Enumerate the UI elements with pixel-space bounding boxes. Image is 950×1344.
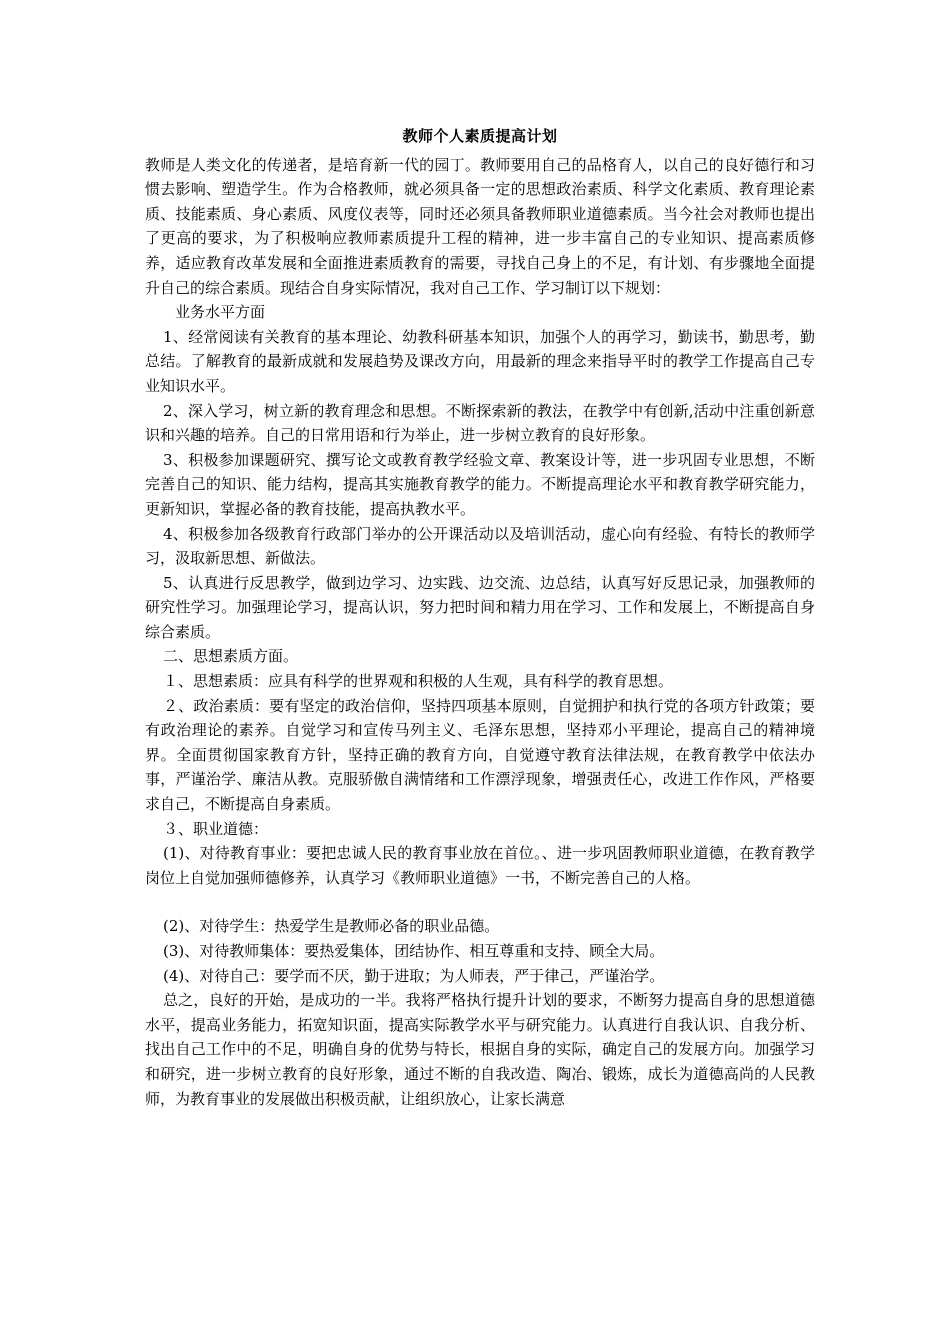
- section-heading-ideology: 二、思想素质方面。: [163, 647, 299, 666]
- intro-paragraph: 教师是人类文化的传递者，是培育新一代的园丁。教师要用自己的品格育人，以自己的良好德行和习惯去影响、塑造学生。作为合格教师，就必须具备一定的思想政治素质、科学文化素质、教育理论素质、技能素质、身心素质、风度仪表等，同时还必须具备教师职业道德素质。当今社会对教师也提出了更高的要求，为了积极响应教师素质提升工程的精神，进一步丰富自己的专业知识、提高素质修养，适应教育改革发展和全面推进素质教育的需要，寻找自己身上的不足，有计划、有步骤地全面提升自己的综合素质。现结合自身实际情况，我对自己工作、学习制订以下规划：: [145, 155, 815, 297]
- ideology-item-2: ２、政治素质：要有坚定的政治信仰，坚持四项基本原则，自觉拥护和执行党的各项方针政策；要有政治理论的素养。自觉学习和宣传马列主义、毛泽东思想，坚持邓小平理论，提高自己的精神境界。全面贯彻国家教育方针，坚持正确的教育方向，自觉遵守教育法律法规，在教育教学中依法办事，严谨治学、廉洁从教。克服骄傲自满情绪和工作漂浮现象，增强责任心，改进工作作风，严格要求自己，不断提高自身素质。: [145, 696, 815, 814]
- professional-item-3: 3、积极参加课题研究、撰写论文或教育教学经验文章、教案设计等，进一步巩固专业思想，不断完善自己的知识、能力结构，提高其实施教育教学的能力。不断提高理论水平和教育教学研究能力，更新知识，掌握必备的教育技能，提高执教水平。: [145, 450, 815, 518]
- blank-line: [145, 890, 815, 914]
- ethics-item-3: (3)、对待教师集体：要热爱集体，团结协作、相互尊重和支持、顾全大局。: [163, 942, 665, 960]
- conclusion-paragraph: 总之，良好的开始，是成功的一半。我将严格执行提升计划的要求，不断努力提高自身的思想道德水平，提高业务能力，拓宽知识面，提高实际教学水平与研究能力。认真进行自我认识、自我分析、找出自己工作中的不足，明确自身的优势与特长，根据自身的实际，确定自己的发展方向。加强学习和研究，进一步树立教育的良好形象，通过不断的自我改造、陶冶、锻炼，成长为道德高尚的人民教师，为教育事业的发展做出积极贡献，让组织放心，让家长满意: [145, 991, 815, 1108]
- ethics-item-1: (1)、对待教育事业：要把忠诚人民的教育事业放在首位。、进一步巩固教师职业道德，在教育教学岗位上自觉加强师德修养，认真学习《教师职业道德》一书，不断完善自己的人格。: [145, 844, 815, 887]
- professional-item-4: 4、积极参加各级教育行政部门举办的公开课活动以及培训活动，虚心向有经验、有特长的教师学习，汲取新思想、新做法。: [145, 524, 815, 568]
- professional-item-1: 1、经常阅读有关教育的基本理论、幼教科研基本知识，加强个人的再学习，勤读书，勤思考，勤总结。了解教育的最新成就和发展趋势及课改方向，用最新的理念来指导平时的教学工作提高自己专业知识水平。: [145, 327, 815, 395]
- document-page: [145, 124, 815, 1111]
- professional-item-5: 5、认真进行反思教学，做到边学习、边实践、边交流、边总结，认真写好反思记录，加强教师的研究性学习。加强理论学习，提高认识，努力把时间和精力用在学习、工作和发展上，不断提高自身综合素质。: [145, 573, 815, 641]
- ideology-item-3: ３、职业道德：: [163, 819, 269, 838]
- ideology-item-1: １、思想素质：应具有科学的世界观和积极的人生观，具有科学的教育思想。: [163, 672, 674, 691]
- ethics-item-4: (4)、对待自己：要学而不厌，勤于进取；为人师表，严于律己，严谨治学。: [163, 966, 665, 985]
- professional-item-2: 2、深入学习，树立新的教育理念和思想。不断探索新的教法，在教学中有创新,活动中注重创新意识和兴趣的培养。自己的日常用语和行为举止，进一步树立教育的良好形象。: [145, 401, 815, 445]
- document-title: 教师个人素质提高计划: [402, 127, 558, 145]
- ethics-item-2: (2)、对待学生：热爱学生是教师必备的职业品德。: [163, 917, 500, 936]
- section-heading-professional: 业务水平方面: [175, 303, 266, 322]
